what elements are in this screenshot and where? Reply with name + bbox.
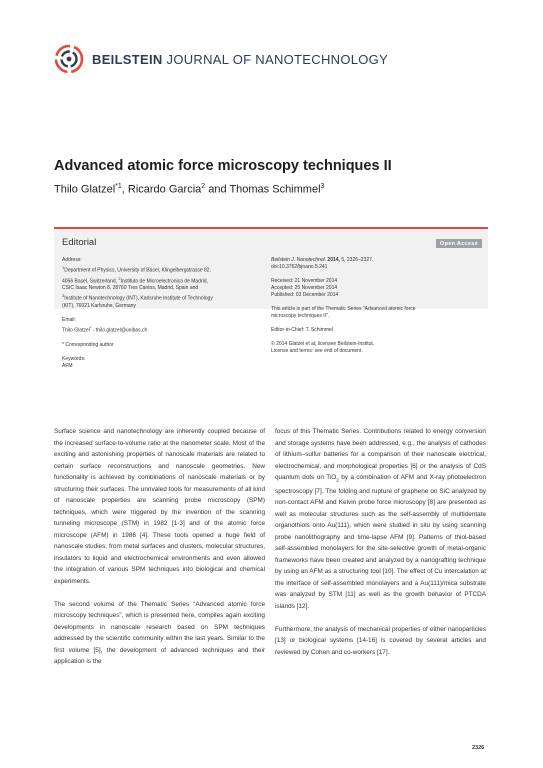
author-name: Ricardo Garcia bbox=[127, 183, 202, 196]
journal-name-rest: JOURNAL OF NANOTECHNOLOGY bbox=[162, 51, 389, 67]
body-paragraph: Furthermore, the analysis of mechanical properties of either nanoparticles [13] or biological systems [14-16] is covered by several articles and reviewed by Cohen and co-workers [17]. bbox=[275, 625, 486, 656]
author-affiliation: *1 bbox=[115, 183, 122, 190]
body-paragraph: focus of this Thematic Series. Contributions related to energy conversion and storage systems have been addressed, e.g., the analysis of cathodes of lithium–sulfur batteries for a comparison of their nanoscale electrical, electrochemical, and morphological properties [6] or the analysis of CdS quantum dots on TiO$_2$ by a combination of AFM and X-ray photoelectron spectroscopy [7]. The folding and rupture of graphene on SiC analyzed by non-contact AFM and Kelvin probe force microscopy [8] are presented as well as molecular structures such as the self-assembly of multidentate organothiols onto Au(111), which were studied in situ by using scanning probe nanolithography and time-lapse AFM [9]. Patterns of thiol-based self-assembled monolayers for the site-selective growth of metal-organic frameworks have been created and analyzed by a nanografting technique by using an AFM as a structuring tool [10]. The effect of Cu intercalation at the interface of self-assembled monolayers and a Au(111)/mica substrate was analyzed by STM [11] as well as the growth behavior of PTCDA islands [12]. bbox=[275, 428, 487, 610]
article-title: Advanced atomic force microscopy techniques II bbox=[54, 158, 392, 174]
address-block bbox=[62, 257, 277, 370]
body-paragraph: Surface science and nanotechnology are inherently coupled because of the increased surface-to-volume ratio at the nanometer scale. Most of the exciting and astonishing properties of nanoscale materials are related to certain surface reconstructions and nanoscale geometries. New functionality is achieved by combinations of nanoscale materials or by structuring their surfaces. The unrivaled tools for measurements of all kind of nanoscale properties are scanning probe microscopy (SPM) techniques, which were triggered by the invention of the scanning tunneling microscope (STM) in 1982 [1-3] and of the atomic force microscope (AFM) in 1986 [4]. These tools opened a huge field of nanoscale studies, from metal surfaces and clusters, molecular structures, insulators to liquid and electrochemical environments and even allowed the integration of various SPM techniques into biological and chemical experiments. bbox=[54, 428, 265, 585]
thematic-series-note: microscopy techniques II". bbox=[271, 313, 330, 319]
page-number: 2326 bbox=[472, 745, 485, 751]
address-line: (KIT), 76021 Karlsruhe, Germany bbox=[62, 302, 136, 309]
author-separator: , bbox=[121, 183, 128, 196]
author-separator: and bbox=[205, 183, 230, 196]
article-type: Editorial bbox=[62, 237, 97, 248]
keywords-label: Keywords: bbox=[62, 355, 86, 362]
author-name: Thomas Schimmel bbox=[229, 183, 321, 196]
body-paragraph: The second volume of the Thematic Series “Advanced atomic force microscopy techniques”, which is presented here, compiles again exciting developments in nanoscale research based on SPM techniques addressed by the scientific community within the last years. Similar to the first volume [5], the development of advanced techniques and their application is the bbox=[54, 600, 265, 665]
body-right-column bbox=[275, 426, 486, 670]
journal-name bbox=[92, 52, 388, 67]
published-date: Published: 03 December 2014 bbox=[271, 292, 339, 298]
beilstein-logo-icon bbox=[54, 44, 84, 74]
accepted-date: Accepted: 25 November 2014 bbox=[271, 285, 338, 291]
citation-block bbox=[271, 257, 481, 355]
author-name: Thilo Glatzel bbox=[54, 183, 116, 196]
email-line: Thilo Glatzel* - thilo.glatzel@unibas.ch bbox=[62, 324, 148, 334]
address-label: Address: bbox=[62, 257, 82, 263]
citation-line: Beilstein J. Nanotechnol. 2014, 5, 2326–2327. bbox=[271, 257, 374, 263]
thematic-series-note: This article is part of the Thematic Series "Advanced atomic force bbox=[271, 306, 416, 312]
address-line: CSIC Isaac Newton 8, 28760 Tres Cantos, Madrid, Spain and bbox=[62, 285, 199, 292]
author-affiliation: 3 bbox=[320, 183, 325, 190]
author-affiliation: 2 bbox=[201, 183, 206, 190]
address-line: 4056 Basel, Switzerland, $^2$Instituto de Microelectronica de Madrid, bbox=[62, 275, 208, 285]
journal-name-bold: BEILSTEIN bbox=[92, 51, 163, 67]
address-line: $^3$Institute of Nanotechnology (INT), Karlsruhe Institute of Technology bbox=[62, 293, 213, 302]
body-left-column bbox=[54, 426, 265, 679]
address-line: $^1$Department of Physics, University of Basel, Klingelbergstrasse 82, bbox=[62, 265, 211, 274]
author-list bbox=[54, 183, 324, 196]
keywords-value: AFM bbox=[62, 362, 73, 369]
received-date: Received: 21 November 2014 bbox=[271, 278, 338, 284]
open-access-badge: Open Access bbox=[436, 239, 482, 248]
email-label: Email: bbox=[62, 316, 76, 323]
license-line: License and terms: see end of document. bbox=[271, 348, 363, 354]
copyright-line: © 2014 Glatzel et al; licensee Beilstein-Institut. bbox=[271, 341, 375, 347]
corresponding-author-note: * Corresponding author bbox=[62, 341, 114, 348]
editor-in-chief: Editor-in-Chief: T. Schimmel bbox=[271, 327, 333, 333]
journal-logo bbox=[54, 46, 388, 72]
email-link[interactable]: - thilo.glatzel@unibas.ch bbox=[91, 327, 148, 334]
doi-link[interactable]: doi:10.3762/bjnano.5.241 bbox=[271, 264, 328, 270]
